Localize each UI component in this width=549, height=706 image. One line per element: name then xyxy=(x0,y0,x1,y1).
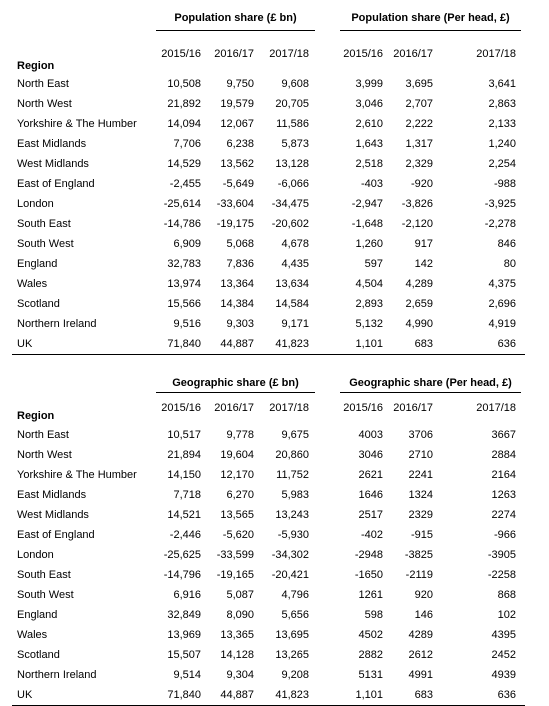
region-name: UK xyxy=(17,338,33,350)
table-cell: 4939 xyxy=(491,669,516,681)
table-cell: -2258 xyxy=(487,569,516,581)
table-cell: 3667 xyxy=(491,429,516,441)
table-cell: 5,068 xyxy=(226,238,254,250)
table-cell: 9,778 xyxy=(226,429,254,441)
table-cell: 1324 xyxy=(408,489,433,501)
table-cell: -5,620 xyxy=(222,529,254,541)
year-header: 2016/17 xyxy=(214,48,254,60)
table-cell: 598 xyxy=(364,609,383,621)
table-cell: 5,983 xyxy=(281,489,309,501)
region-name: East of England xyxy=(17,529,95,541)
table-cell: 5131 xyxy=(358,669,383,681)
region-name: West Midlands xyxy=(17,158,89,170)
table-cell: 2,133 xyxy=(488,118,516,130)
table-cell: -2119 xyxy=(405,569,433,581)
table-cell: 2621 xyxy=(358,469,383,481)
table-cell: 13,565 xyxy=(220,509,254,521)
region-column-header: Region xyxy=(17,60,55,72)
table-cell: 7,836 xyxy=(226,258,254,270)
region-name: East Midlands xyxy=(17,138,87,150)
region-name: South West xyxy=(17,238,74,250)
year-header: 2016/17 xyxy=(393,48,433,60)
table-cell: 4,796 xyxy=(281,589,309,601)
table-cell: 2274 xyxy=(491,509,516,521)
region-name: Scotland xyxy=(17,298,60,310)
year-header: 2016/17 xyxy=(393,402,433,414)
table-cell: 683 xyxy=(414,689,433,701)
table-cell: 20,860 xyxy=(275,449,309,461)
table-cell: 9,171 xyxy=(281,318,309,330)
table-cell: 19,604 xyxy=(220,449,254,461)
table-cell: 13,265 xyxy=(275,649,309,661)
table-cell: 5,656 xyxy=(281,609,309,621)
table-cell: 1,260 xyxy=(355,238,383,250)
table-cell: -2,446 xyxy=(169,529,201,541)
table-cell: 9,514 xyxy=(173,669,201,681)
region-name: East of England xyxy=(17,178,95,190)
table-cell: 12,067 xyxy=(220,118,254,130)
table-cell: 2,222 xyxy=(405,118,433,130)
table-cell: -3905 xyxy=(487,549,516,561)
year-header: 2015/16 xyxy=(343,48,383,60)
table-cell: 868 xyxy=(497,589,516,601)
table-cell: 142 xyxy=(414,258,433,270)
table-cell: 683 xyxy=(414,338,433,350)
table-cell: 4,919 xyxy=(488,318,516,330)
table-cell: -33,604 xyxy=(216,198,254,210)
table-cell: 917 xyxy=(414,238,433,250)
table-cell: 2164 xyxy=(491,469,516,481)
region-name: North West xyxy=(17,98,72,110)
group-underline-left xyxy=(156,392,315,393)
table-cell: 2,707 xyxy=(405,98,433,110)
table-cell: 21,894 xyxy=(167,449,201,461)
region-name: Scotland xyxy=(17,649,60,661)
table-cell: 3,999 xyxy=(355,78,383,90)
region-name: UK xyxy=(17,689,33,701)
table-cell: -25,625 xyxy=(163,549,201,561)
table-cell: 2329 xyxy=(408,509,433,521)
group-header-right: Population share (Per head, £) xyxy=(351,12,510,24)
table-cell: 5,132 xyxy=(355,318,383,330)
group-header-right: Geographic share (Per head, £) xyxy=(349,377,512,389)
table-cell: -915 xyxy=(410,529,433,541)
table-cell: 9,516 xyxy=(173,318,201,330)
table-cell: 13,364 xyxy=(220,278,254,290)
table-cell: 19,579 xyxy=(220,98,254,110)
group-underline-right xyxy=(340,392,521,393)
year-header: 2017/18 xyxy=(269,402,309,414)
region-name: West Midlands xyxy=(17,509,89,521)
table-cell: 14,384 xyxy=(220,298,254,310)
table-cell: 597 xyxy=(364,258,383,270)
region-name: England xyxy=(17,258,58,270)
table-cell: 11,586 xyxy=(276,118,309,130)
table-cell: -20,602 xyxy=(271,218,309,230)
table-cell: -19,165 xyxy=(216,569,254,581)
table-cell: 2,254 xyxy=(488,158,516,170)
table-cell: 15,566 xyxy=(167,298,201,310)
table-cell: -2,120 xyxy=(401,218,433,230)
table-cell: 2452 xyxy=(491,649,516,661)
table-cell: -19,175 xyxy=(216,218,254,230)
table-cell: 4,504 xyxy=(355,278,383,290)
table-cell: 4,289 xyxy=(405,278,433,290)
table-cell: -402 xyxy=(360,529,383,541)
region-name: Wales xyxy=(17,629,48,641)
table-cell: 3046 xyxy=(358,449,383,461)
region-name: Yorkshire & The Humber xyxy=(17,469,137,481)
table-cell: 2884 xyxy=(491,449,516,461)
year-header: 2015/16 xyxy=(343,402,383,414)
region-name: Northern Ireland xyxy=(17,318,97,330)
table-cell: 636 xyxy=(497,338,516,350)
table-cell: 2,863 xyxy=(488,98,516,110)
table-cell: -3,925 xyxy=(484,198,516,210)
table-cell: -34,475 xyxy=(271,198,309,210)
table-cell: -5,649 xyxy=(222,178,254,190)
table-cell: 9,608 xyxy=(281,78,309,90)
table-cell: 4991 xyxy=(408,669,433,681)
table-cell: 102 xyxy=(497,609,516,621)
year-header: 2015/16 xyxy=(161,48,201,60)
year-header: 2016/17 xyxy=(214,402,254,414)
table-cell: 2241 xyxy=(408,469,433,481)
table-cell: 1,643 xyxy=(355,138,383,150)
group-header-left: Population share (£ bn) xyxy=(174,12,297,24)
table-cell: 13,974 xyxy=(167,278,201,290)
table-cell: 4502 xyxy=(358,629,383,641)
region-name: Northern Ireland xyxy=(17,669,97,681)
table-cell: 14,521 xyxy=(167,509,201,521)
table-cell: 2,696 xyxy=(488,298,516,310)
group-header-left: Geographic share (£ bn) xyxy=(172,377,299,389)
region-column-header: Region xyxy=(17,410,55,422)
table-cell: 5,873 xyxy=(281,138,309,150)
year-header: 2017/18 xyxy=(476,402,516,414)
table-cell: 4,435 xyxy=(281,258,309,270)
table-cell: 13,634 xyxy=(275,278,309,290)
table-cell: 12,170 xyxy=(220,469,254,481)
table-cell: 146 xyxy=(414,609,433,621)
table-cell: -3825 xyxy=(404,549,433,561)
table-cell: 2710 xyxy=(408,449,433,461)
year-header: 2017/18 xyxy=(476,48,516,60)
table-cell: 1263 xyxy=(491,489,516,501)
table-cell: 14,150 xyxy=(167,469,201,481)
table-cell: 3,695 xyxy=(405,78,433,90)
table-cell: 41,823 xyxy=(275,338,309,350)
table-cell: 13,128 xyxy=(275,158,309,170)
table-cell: 11,752 xyxy=(276,469,309,481)
table-cell: 3,046 xyxy=(355,98,383,110)
table-cell: 10,517 xyxy=(167,429,201,441)
table-cell: 21,892 xyxy=(167,98,201,110)
table-cell: -2,947 xyxy=(351,198,383,210)
table-cell: -34,302 xyxy=(271,549,309,561)
table-cell: 14,584 xyxy=(275,298,309,310)
group-underline-right xyxy=(340,30,521,31)
group-underline-left xyxy=(156,30,315,31)
table-cell: 15,507 xyxy=(167,649,201,661)
table-cell: 636 xyxy=(497,689,516,701)
table-cell: 20,705 xyxy=(275,98,309,110)
table-cell: -14,786 xyxy=(163,218,201,230)
table-cell: -920 xyxy=(410,178,433,190)
table-cell: 2882 xyxy=(358,649,383,661)
table-cell: 4395 xyxy=(491,629,516,641)
table-cell: -2,278 xyxy=(484,218,516,230)
table-cell: 1,317 xyxy=(405,138,433,150)
region-name: South East xyxy=(17,569,71,581)
year-header: 2015/16 xyxy=(161,402,201,414)
table-cell: -2,455 xyxy=(169,178,201,190)
table-cell: 2517 xyxy=(358,509,383,521)
table-cell: 1,101 xyxy=(355,689,383,701)
table-cell: -1,648 xyxy=(351,218,383,230)
region-name: East Midlands xyxy=(17,489,87,501)
table-cell: 2,329 xyxy=(405,158,433,170)
region-name: North West xyxy=(17,449,72,461)
region-name: Yorkshire & The Humber xyxy=(17,118,137,130)
table-cell: 41,823 xyxy=(275,689,309,701)
table-cell: 4,678 xyxy=(281,238,309,250)
table-cell: -33,599 xyxy=(216,549,254,561)
table-cell: 5,087 xyxy=(226,589,254,601)
table-cell: -14,796 xyxy=(163,569,201,581)
table-cell: 8,090 xyxy=(226,609,254,621)
region-name: North East xyxy=(17,78,69,90)
table-cell: -20,421 xyxy=(271,569,309,581)
table-cell: 6,909 xyxy=(173,238,201,250)
table-cell: 1,101 xyxy=(355,338,383,350)
table-cell: -3,826 xyxy=(401,198,433,210)
region-name: London xyxy=(17,549,54,561)
region-name: North East xyxy=(17,429,69,441)
table-cell: 9,675 xyxy=(281,429,309,441)
table-cell: -2948 xyxy=(354,549,383,561)
table-cell: 9,304 xyxy=(226,669,254,681)
table-cell: 9,303 xyxy=(226,318,254,330)
region-name: South West xyxy=(17,589,74,601)
table-cell: -1650 xyxy=(354,569,383,581)
table-cell: 6,238 xyxy=(226,138,254,150)
region-name: England xyxy=(17,609,58,621)
table-cell: 4,990 xyxy=(405,318,433,330)
table-cell: 1646 xyxy=(358,489,383,501)
table-cell: 920 xyxy=(414,589,433,601)
table-cell: 9,208 xyxy=(281,669,309,681)
region-name: South East xyxy=(17,218,71,230)
table-cell: 2,893 xyxy=(355,298,383,310)
table-cell: 32,783 xyxy=(167,258,201,270)
table-cell: 14,529 xyxy=(167,158,201,170)
region-name: Wales xyxy=(17,278,48,290)
table-cell: 13,562 xyxy=(220,158,254,170)
table-cell: 14,128 xyxy=(220,649,254,661)
table-cell: 44,887 xyxy=(220,689,254,701)
table-cell: -966 xyxy=(493,529,516,541)
table-cell: 846 xyxy=(497,238,516,250)
table-cell: 6,270 xyxy=(226,489,254,501)
table-cell: 44,887 xyxy=(220,338,254,350)
table-cell: 80 xyxy=(503,258,516,270)
table-cell: 2,610 xyxy=(355,118,383,130)
table-cell: 13,969 xyxy=(167,629,201,641)
table-cell: -988 xyxy=(493,178,516,190)
table-cell: 7,718 xyxy=(173,489,201,501)
table-cell: -403 xyxy=(360,178,383,190)
table-cell: 71,840 xyxy=(167,338,201,350)
table-cell: 7,706 xyxy=(173,138,201,150)
table-cell: 4,375 xyxy=(488,278,516,290)
table-cell: 2612 xyxy=(408,649,433,661)
year-header: 2017/18 xyxy=(269,48,309,60)
table-cell: 4003 xyxy=(358,429,383,441)
table-cell: -6,066 xyxy=(277,178,309,190)
table-cell: 4289 xyxy=(408,629,433,641)
table-cell: 1,240 xyxy=(488,138,516,150)
table-cell: 71,840 xyxy=(167,689,201,701)
table-cell: 2,518 xyxy=(355,158,383,170)
table-bottom-rule xyxy=(12,354,525,355)
table-cell: 13,695 xyxy=(275,629,309,641)
table-cell: 6,916 xyxy=(173,589,201,601)
table-cell: 3,641 xyxy=(488,78,516,90)
table-cell: 13,365 xyxy=(220,629,254,641)
region-name: London xyxy=(17,198,54,210)
table-cell: -25,614 xyxy=(163,198,201,210)
table-cell: -5,930 xyxy=(277,529,309,541)
table-cell: 10,508 xyxy=(167,78,201,90)
table-cell: 2,659 xyxy=(405,298,433,310)
table-cell: 32,849 xyxy=(167,609,201,621)
table-cell: 13,243 xyxy=(275,509,309,521)
table-cell: 14,094 xyxy=(167,118,201,130)
table-cell: 3706 xyxy=(408,429,433,441)
table-cell: 9,750 xyxy=(226,78,254,90)
table-cell: 1261 xyxy=(358,589,383,601)
